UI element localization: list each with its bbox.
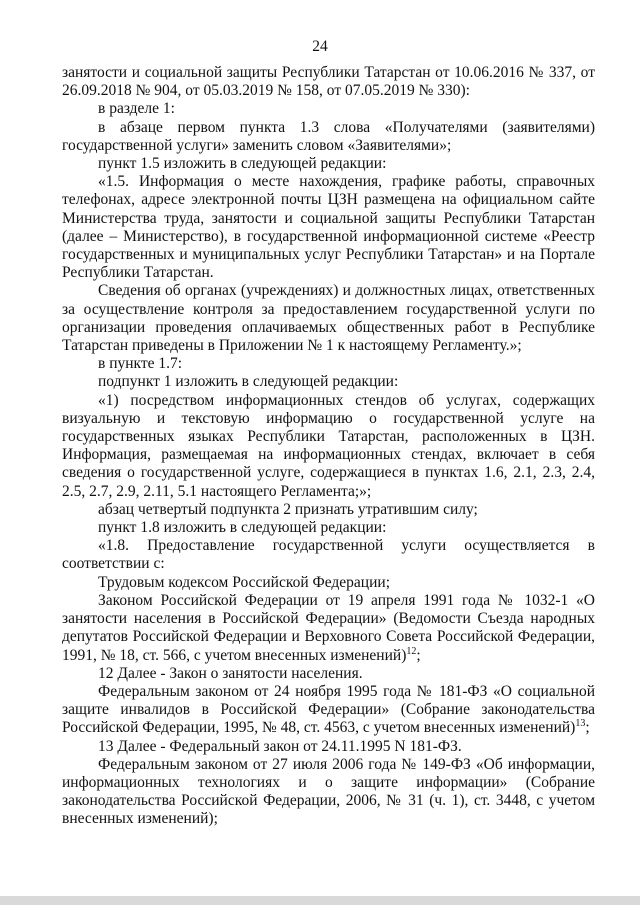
scan-bottom-edge — [0, 896, 640, 905]
page-number: 24 — [312, 38, 328, 55]
paragraph-subitem-1-intro: подпункт 1 изложить в следующей редакции: — [98, 373, 399, 391]
paragraph-employment-law — [62, 592, 595, 665]
paragraph-item-1-7: в пункте 1.7: — [98, 355, 183, 373]
paragraph-tail: ; — [585, 719, 590, 737]
paragraph-labor-code: Трудовым кодексом Российской Федерации; — [98, 573, 390, 591]
paragraph-information-law: Федеральным законом от 27 июля 2006 года № 149-ФЗ «Об информации, информационных технологиях и о защите информации» (Собрание законодательства Российской Федерации, 2006, № 31 (ч. 1), ст. 3448, с учетом внесенных изменений); — [62, 755, 595, 828]
paragraph-item-1-8-intro: пункт 1.8 изложить в следующей редакции: — [98, 519, 387, 537]
footnote-13: 13 Далее - Федеральный закон от 24.11.1995 N 181-ФЗ. — [98, 737, 462, 755]
paragraph-subitem-1-text: «1) посредством информационных стендов об услугах, содержащих визуальную и текстовую информацию о государственной услуге на государственных языках Республики Татарстан, расположенных в ЦЗН. Информация, размещаемая на информационных стендах, включает в себя сведения о государственной услуге, содержащиеся в пунктах 1.6, 2.1, 2.3, 2.4, 2.5, 2.7, 2.9, 2.11, 5.1 настоящего Регламента;»; — [62, 391, 595, 500]
paragraph-item-1-5-intro: пункт 1.5 изложить в следующей редакции: — [98, 155, 387, 173]
paragraph-subitem-2-repeal: абзац четвертый подпункта 2 признать утратившим силу; — [98, 500, 478, 518]
paragraph-tail: ; — [416, 646, 421, 664]
paragraph-item-1-8-text: «1.8. Предоставление государственной услуги осуществляется в соответствии с: — [62, 537, 595, 573]
paragraph-continuation: занятости и социальной защиты Республики Татарстан от 10.06.2016 № 337, от 26.09.2018 № 904, от 05.03.2019 № 158, от 07.05.2019 № 330): — [62, 64, 595, 100]
paragraph-control-info: Сведения об органах (учреждениях) и должностных лицах, ответственных за осуществление контроля за предоставлением государственной услуги по организации проведения оплачиваемых общественных работ в Республике Татарстан приведены в Приложении № 1 к настоящему Регламенту.»; — [62, 282, 595, 355]
disability-law-text: Федеральным законом от 24 ноября 1995 года № 181-ФЗ «О социальной защите инвалидов в Российской Федерации» (Собрание законодательства Российской Федерации, 1995, № 48, ст. 4563, с учетом внесенных изменений) — [62, 682, 595, 737]
paragraph-item-1-5-text: «1.5. Информация о месте нахождения, графике работы, справочных телефонах, адресе электронной почты ЦЗН размещена на официальном сайте Министерства труда, занятости и социальной защиты Республики Татарстан (далее – Министерство), в государственной информационной системе «Реестр государственных и муниципальных услуг Республики Татарстан» и на Портале Республики Татарстан. — [62, 173, 595, 282]
paragraph-disability-law — [62, 683, 595, 738]
document-body — [62, 64, 595, 829]
footnote-marker: 12 — [406, 645, 417, 657]
paragraph-section-1: в разделе 1: — [98, 100, 175, 118]
paragraph-item-1-3: в абзаце первом пункта 1.3 слова «Получателями (заявителями) государственной услуги» заменить словом «Заявителями»; — [62, 118, 595, 154]
footnote-marker: 13 — [575, 718, 586, 730]
employment-law-text: Законом Российской Федерации от 19 апреля 1991 года № 1032-1 «О занятости населения в Российской Федерации» (Ведомости Съезда народных депутатов Российской Федерации и Верховного Совета Российской Федерации, 1991, № 18, ст. 566, с учетом внесенных изменений) — [62, 591, 595, 664]
footnote-12: 12 Далее - Закон о занятости населения. — [98, 664, 363, 682]
